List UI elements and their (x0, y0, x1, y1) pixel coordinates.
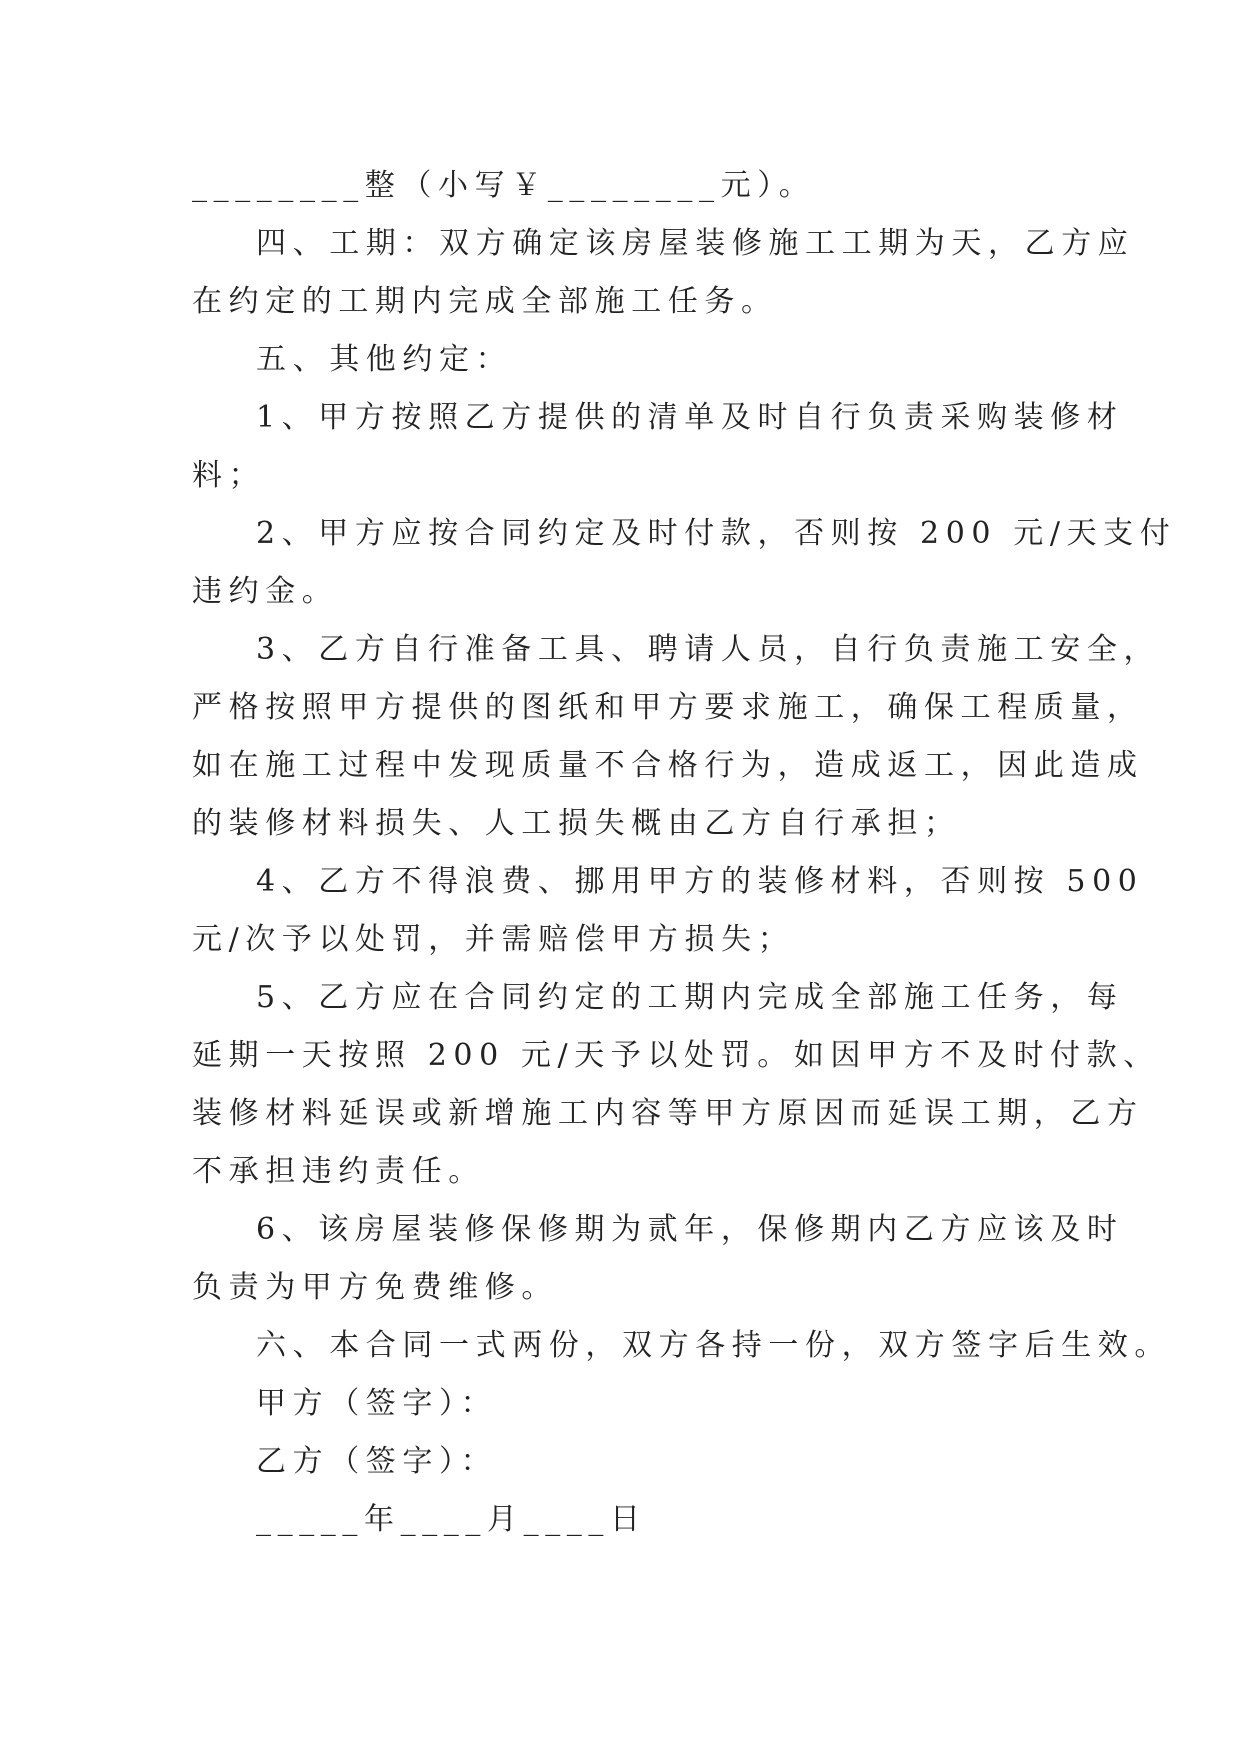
item-3-line-2: 严格按照甲方提供的图纸和甲方要求施工，确保工程质量， (192, 690, 1144, 725)
item-2-line-1: 2、甲方应按合同约定及时付款，否则按 200 元/天支付 (256, 516, 1177, 551)
item-3-line-4: 的装修材料损失、人工损失概由乙方自行承担； (192, 806, 961, 841)
date-line: _____年____月____日 (256, 1502, 647, 1537)
item-5-line-3: 装修材料延误或新增施工内容等甲方原因而延误工期，乙方 (192, 1096, 1144, 1131)
party-b-signature: 乙方（签字）： (256, 1444, 498, 1479)
clause-4-line-2: 在约定的工期内完成全部施工任务。 (192, 284, 778, 319)
item-3-line-3: 如在施工过程中发现质量不合格行为，造成返工，因此造成 (192, 748, 1144, 783)
item-4-line-1: 4、乙方不得浪费、挪用甲方的装修材料，否则按 500 (256, 864, 1144, 899)
amount-line: ________整（小写￥________元）。 (192, 168, 816, 203)
item-5-line-1: 5、乙方应在合同约定的工期内完成全部施工任务，每 (256, 980, 1124, 1015)
clause-5-heading: 五、其他约定： (256, 342, 513, 377)
item-5-line-4: 不承担违约责任。 (192, 1154, 485, 1189)
item-1-line-2: 料； (192, 458, 266, 493)
item-3-line-1: 3、乙方自行准备工具、聘请人员，自行负责施工安全， (256, 632, 1161, 667)
item-6-line-1: 6、该房屋装修保修期为贰年，保修期内乙方应该及时 (256, 1212, 1124, 1247)
item-1-line-1: 1、甲方按照乙方提供的清单及时自行负责采购装修材 (256, 400, 1124, 435)
item-5-line-2: 延期一天按照 200 元/天予以处罚。如因甲方不及时付款、 (192, 1038, 1160, 1073)
item-2-line-2: 违约金。 (192, 574, 339, 609)
item-4-line-2: 元/次予以处罚，并需赔偿甲方损失； (192, 922, 795, 957)
clause-4-line-1: 四、工期：双方确定该房屋装修施工工期为天，乙方应 (256, 226, 1135, 261)
item-6-line-2: 负责为甲方免费维修。 (192, 1270, 558, 1305)
party-a-signature: 甲方（签字）： (256, 1386, 498, 1421)
clause-6-line: 六、本合同一式两份，双方各持一份，双方签字后生效。 (256, 1328, 1171, 1363)
